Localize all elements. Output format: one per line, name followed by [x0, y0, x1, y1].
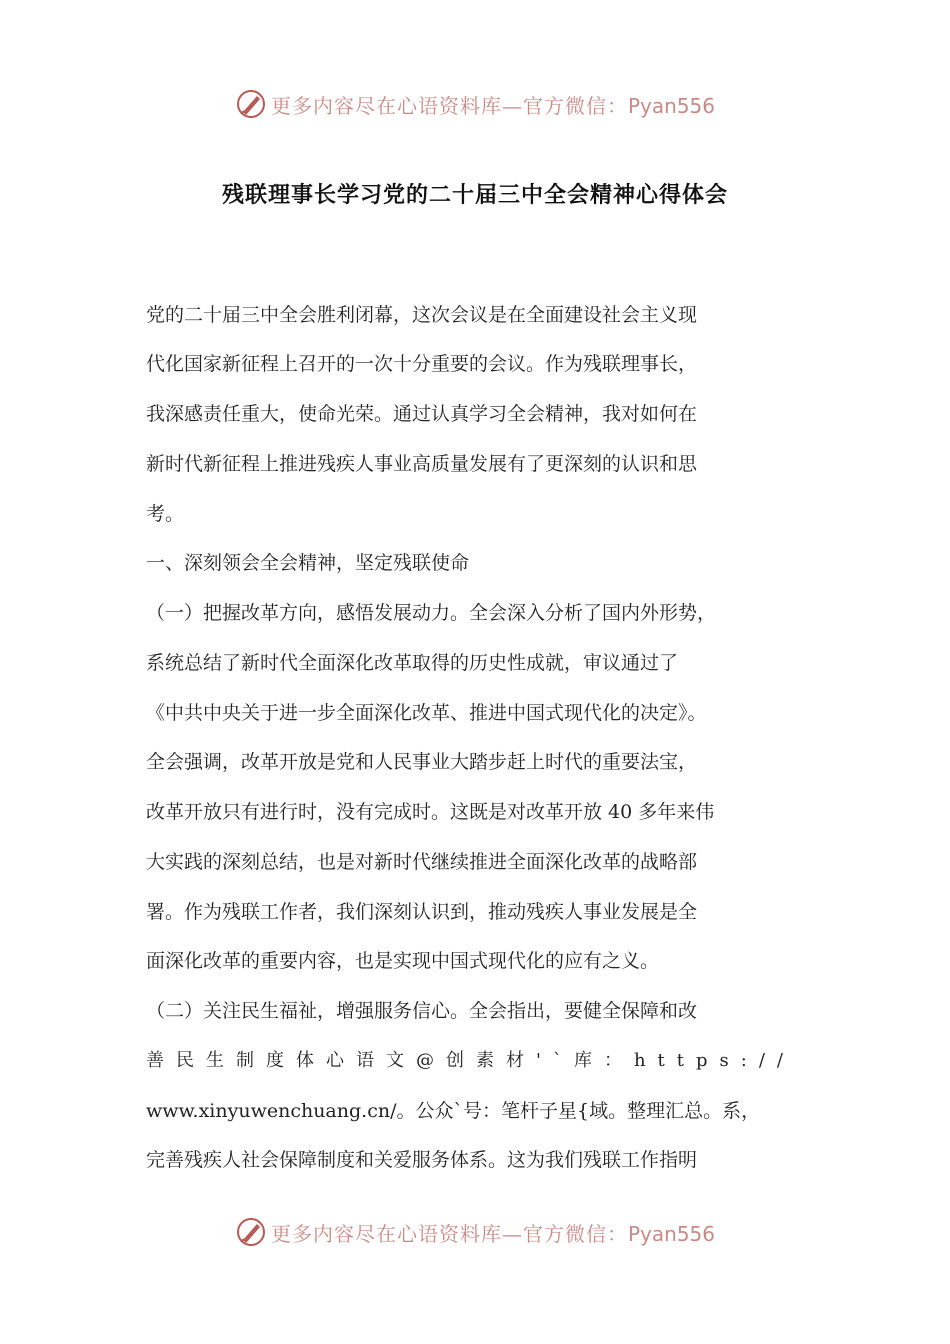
watermark-text: 更多内容尽在心语资料库—官方微信：Pyan556: [270, 93, 715, 118]
body-line: 代化国家新征程上召开的一次十分重要的会议。作为残联理事长，: [146, 353, 698, 375]
body-line: 善民生制度体心语文@创素材'`库：https://: [146, 1050, 795, 1071]
watermark-text: 更多内容尽在心语资料库—官方微信：Pyan556: [270, 1221, 715, 1246]
body-line: 大实践的深刻总结，也是对新时代继续推进全面深化改革的战略部: [146, 851, 698, 873]
body-line: 全会强调，改革开放是党和人民事业大踏步赶上时代的重要法宝，: [146, 751, 698, 773]
body-line: （二）关注民生福祉，增强服务信心。全会指出，要健全保障和改: [146, 1000, 698, 1022]
pen-logo-icon: [235, 1216, 267, 1248]
body-line: 改革开放只有进行时，没有完成时。这既是对改革开放 40 多年来伟: [146, 801, 715, 823]
section-heading: 一、深刻领会全会精神，坚定残联使命: [146, 552, 470, 574]
body-line: 完善残疾人社会保障制度和关爱服务体系。这为我们残联工作指明: [146, 1149, 698, 1171]
body-line: 《中共中央关于进一步全面深化改革、推进中国式现代化的决定》。: [146, 702, 707, 724]
body-line: 党的二十届三中全会胜利闭幕，这次会议是在全面建设社会主义现: [146, 304, 698, 326]
body-line: 考。: [146, 503, 185, 525]
header-watermark: [0, 84, 950, 124]
body-line: 新时代新征程上推进残疾人事业高质量发展有了更深刻的认识和思: [146, 453, 698, 475]
document-title: 残联理事长学习党的二十届三中全会精神心得体会: [221, 183, 728, 208]
body-line: 我深感责任重大，使命光荣。通过认真学习全会精神，我对如何在: [146, 403, 698, 425]
body-line: www.xinyuwenchuang.cn/。公众`号：笔杆子星{域。整理汇总。系，: [146, 1100, 761, 1122]
body-line: （一）把握改革方向，感悟发展动力。全会深入分析了国内外形势，: [146, 602, 717, 624]
body-line: 面深化改革的重要内容，也是实现中国式现代化的应有之义。: [146, 950, 660, 972]
body-line: 系统总结了新时代全面深化改革取得的历史性成就，审议通过了: [146, 652, 679, 674]
pen-logo-icon: [235, 88, 267, 120]
footer-watermark: [0, 1212, 950, 1252]
body-line: 署。作为残联工作者，我们深刻认识到，推动残疾人事业发展是全: [146, 901, 698, 923]
